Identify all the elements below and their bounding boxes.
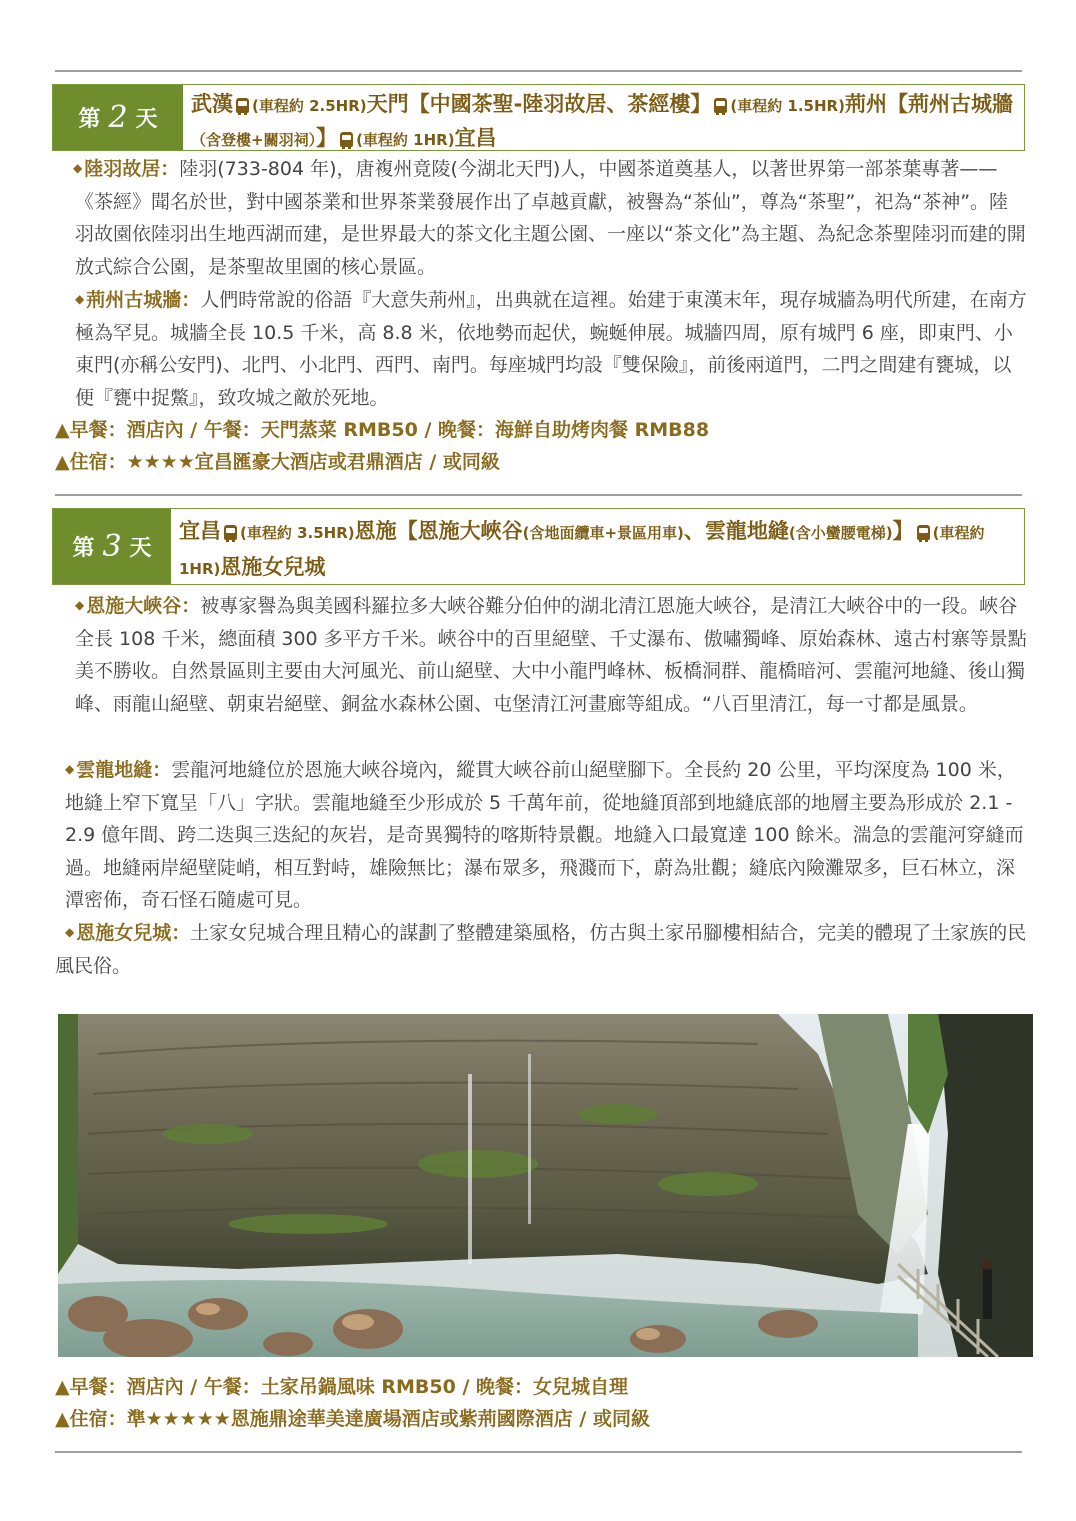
section-heading: 恩施女兒城： [76, 922, 191, 944]
route-place: 宜昌 [179, 519, 221, 543]
route-note: (含小蠻腰電梯) [788, 524, 893, 542]
divider-middle [55, 494, 1022, 496]
day3-meals: ▲早餐：酒店內 / 午餐：土家吊鍋風味 RMB50 / 晚餐：女兒城自理 [55, 1376, 629, 1398]
route-place: 恩施女兒城 [220, 555, 326, 579]
route-drive-time: (車程約 1HR) [356, 131, 455, 149]
canyon-waterfall-photo [58, 1014, 1033, 1357]
route-note: (含地面纜車+景區用車) [522, 524, 684, 542]
day2-section-luyu [55, 152, 1027, 283]
day3-badge [53, 509, 171, 584]
section-text: 陸羽(733-804 年)，唐複州竟陵(今湖北天門)人，中國茶道奠基人，以著世界第一部茶葉專著——《茶經》聞名於世，對中國茶業和世界茶業發展作出了卓越貢獻，被譽為“茶仙”，尊為“茶聖”，祀為“茶神”。陸羽故園依陸羽出生地西湖而建，是世界最大的茶文化主題公園、一座以“茶文化”為主題、為紀念茶聖陸羽而建的開放式綜合公園，是茶聖故里園的核心景區。 [75, 158, 1026, 278]
day2-badge [53, 85, 183, 150]
route-place: 恩施【恩施大峽谷 [354, 519, 523, 543]
day3-section-canyon [55, 589, 1027, 720]
section-text: 土家女兒城合理且精心的謀劃了整體建築風格，仿古與土家吊腳樓相結合，完美的體現了土家族的民風民俗。 [55, 922, 1027, 977]
route-place: 】 [892, 519, 914, 543]
section-heading: 荊州古城牆： [86, 289, 201, 311]
section-text: 被專家譽為與美國科羅拉多大峽谷難分伯仲的湖北清江恩施大峽谷，是清江大峽谷中的一段。峽谷全長 108 千米，總面積 300 多平方千米。峽谷中的百里絕壁、千丈瀑布、傲嘯獨峰、原始森林、遠古村寨等景點美不勝收。自然景區則主要由大河風光、前山絕壁、大中小龍門峰林、板橋洞群、龍橋暗河、雲龍河地縫、後山獨峰、雨龍山絕壁、朝東岩絕壁、銅盆水森林公園、屯堡清江河畫廊等組成。“八百里清江，每一寸都是風景。 [75, 595, 1027, 715]
route-place: 天門【中國茶聖-陸羽故居、茶經樓】 [366, 92, 712, 116]
diamond-bullet-icon: ◆ [65, 762, 75, 776]
bus-icon [236, 98, 249, 113]
route-place: 荊州【荊州古城牆 [844, 92, 1013, 116]
day2-hotel: ▲住宿：★★★★宜昌匯豪大酒店或君鼎酒店 / 或同級 [55, 451, 500, 473]
diamond-bullet-icon: ◆ [73, 161, 83, 175]
bus-icon [340, 132, 353, 147]
diamond-bullet-icon: ◆ [75, 598, 85, 612]
bus-icon [714, 98, 727, 113]
diamond-bullet-icon: ◆ [65, 925, 75, 939]
day-label: 第 [78, 107, 101, 132]
section-text: 人們時常說的俗語『大意失荊州』，出典就在這裡。始建于東漢末年，現存城牆為明代所建，在南方極為罕見。城牆全長 10.5 千米，高 8.8 米，依地勢而起伏，蜿蜒伸展。城牆四周，原有城門 6 座，即東門、小東門(亦稱公安門)、北門、小北門、西門、南門。每座城門均設『雙保險』，前後兩道門，二門之間建有甕城，以便『甕中捉鱉』，致攻城之敵於死地。 [75, 289, 1027, 409]
divider-top [55, 70, 1022, 72]
section-heading: 恩施大峽谷： [86, 595, 201, 617]
day3-hotel: ▲住宿：準★★★★★恩施鼎途華美達廣場酒店或紫荊國際酒店 / 或同級 [55, 1408, 650, 1430]
route-place: 宜昌 [454, 126, 497, 150]
day2-route [183, 85, 1024, 150]
day-label: 天 [135, 107, 158, 132]
day3-route [171, 509, 1024, 584]
day3-section-yunlong [55, 753, 1027, 917]
route-place: 、雲龍地縫 [683, 519, 789, 543]
route-place: 】 [316, 126, 338, 150]
section-heading: 雲龍地縫： [76, 759, 172, 781]
route-note: （含登樓+關羽祠） [191, 131, 317, 149]
day2-header [52, 84, 1025, 151]
route-place: 武漢 [191, 92, 233, 116]
section-heading: 陸羽故居： [84, 158, 180, 180]
day2-section-jingzhou [55, 283, 1027, 414]
day2-meals: ▲早餐：酒店內 / 午餐：天門蒸菜 RMB50 / 晚餐：海鮮自助烤肉餐 RMB88 [55, 419, 710, 441]
route-drive-time: (車程約 3.5HR) [240, 524, 355, 542]
bus-icon [224, 525, 237, 540]
route-drive-time: (車程約 1HR) [179, 524, 985, 578]
day-number: 3 [102, 529, 122, 564]
day3-section-nuercheng [55, 916, 1027, 982]
divider-bottom [55, 1451, 1022, 1453]
day-label: 天 [129, 536, 152, 561]
day-number: 2 [108, 100, 128, 135]
day-label: 第 [72, 536, 95, 561]
route-drive-time: (車程約 1.5HR) [730, 97, 845, 115]
section-text: 雲龍河地縫位於恩施大峽谷境內，縱貫大峽谷前山絕壁腳下。全長約 20 公里，平均深度為 100 米，地縫上窄下寬呈「八」字狀。雲龍地縫至少形成於 5 千萬年前，從地縫頂部到地縫底部的地層主要為形成於 2.1 - 2.9 億年間、跨二迭與三迭紀的灰岩，是奇異獨特的喀斯特景觀。地縫入口最寬達 100 餘米。湍急的雲龍河穿縫而過。地縫兩岸絕壁陡峭，相互對峙，雄險無比；瀑布眾多，飛濺而下，蔚為壯觀；縫底內險灘眾多，巨石林立，深潭密佈，奇石怪石隨處可見。 [65, 759, 1024, 911]
day3-header [52, 508, 1025, 585]
route-drive-time: (車程約 2.5HR) [252, 97, 367, 115]
bus-icon [917, 525, 930, 540]
diamond-bullet-icon: ◆ [75, 292, 85, 306]
